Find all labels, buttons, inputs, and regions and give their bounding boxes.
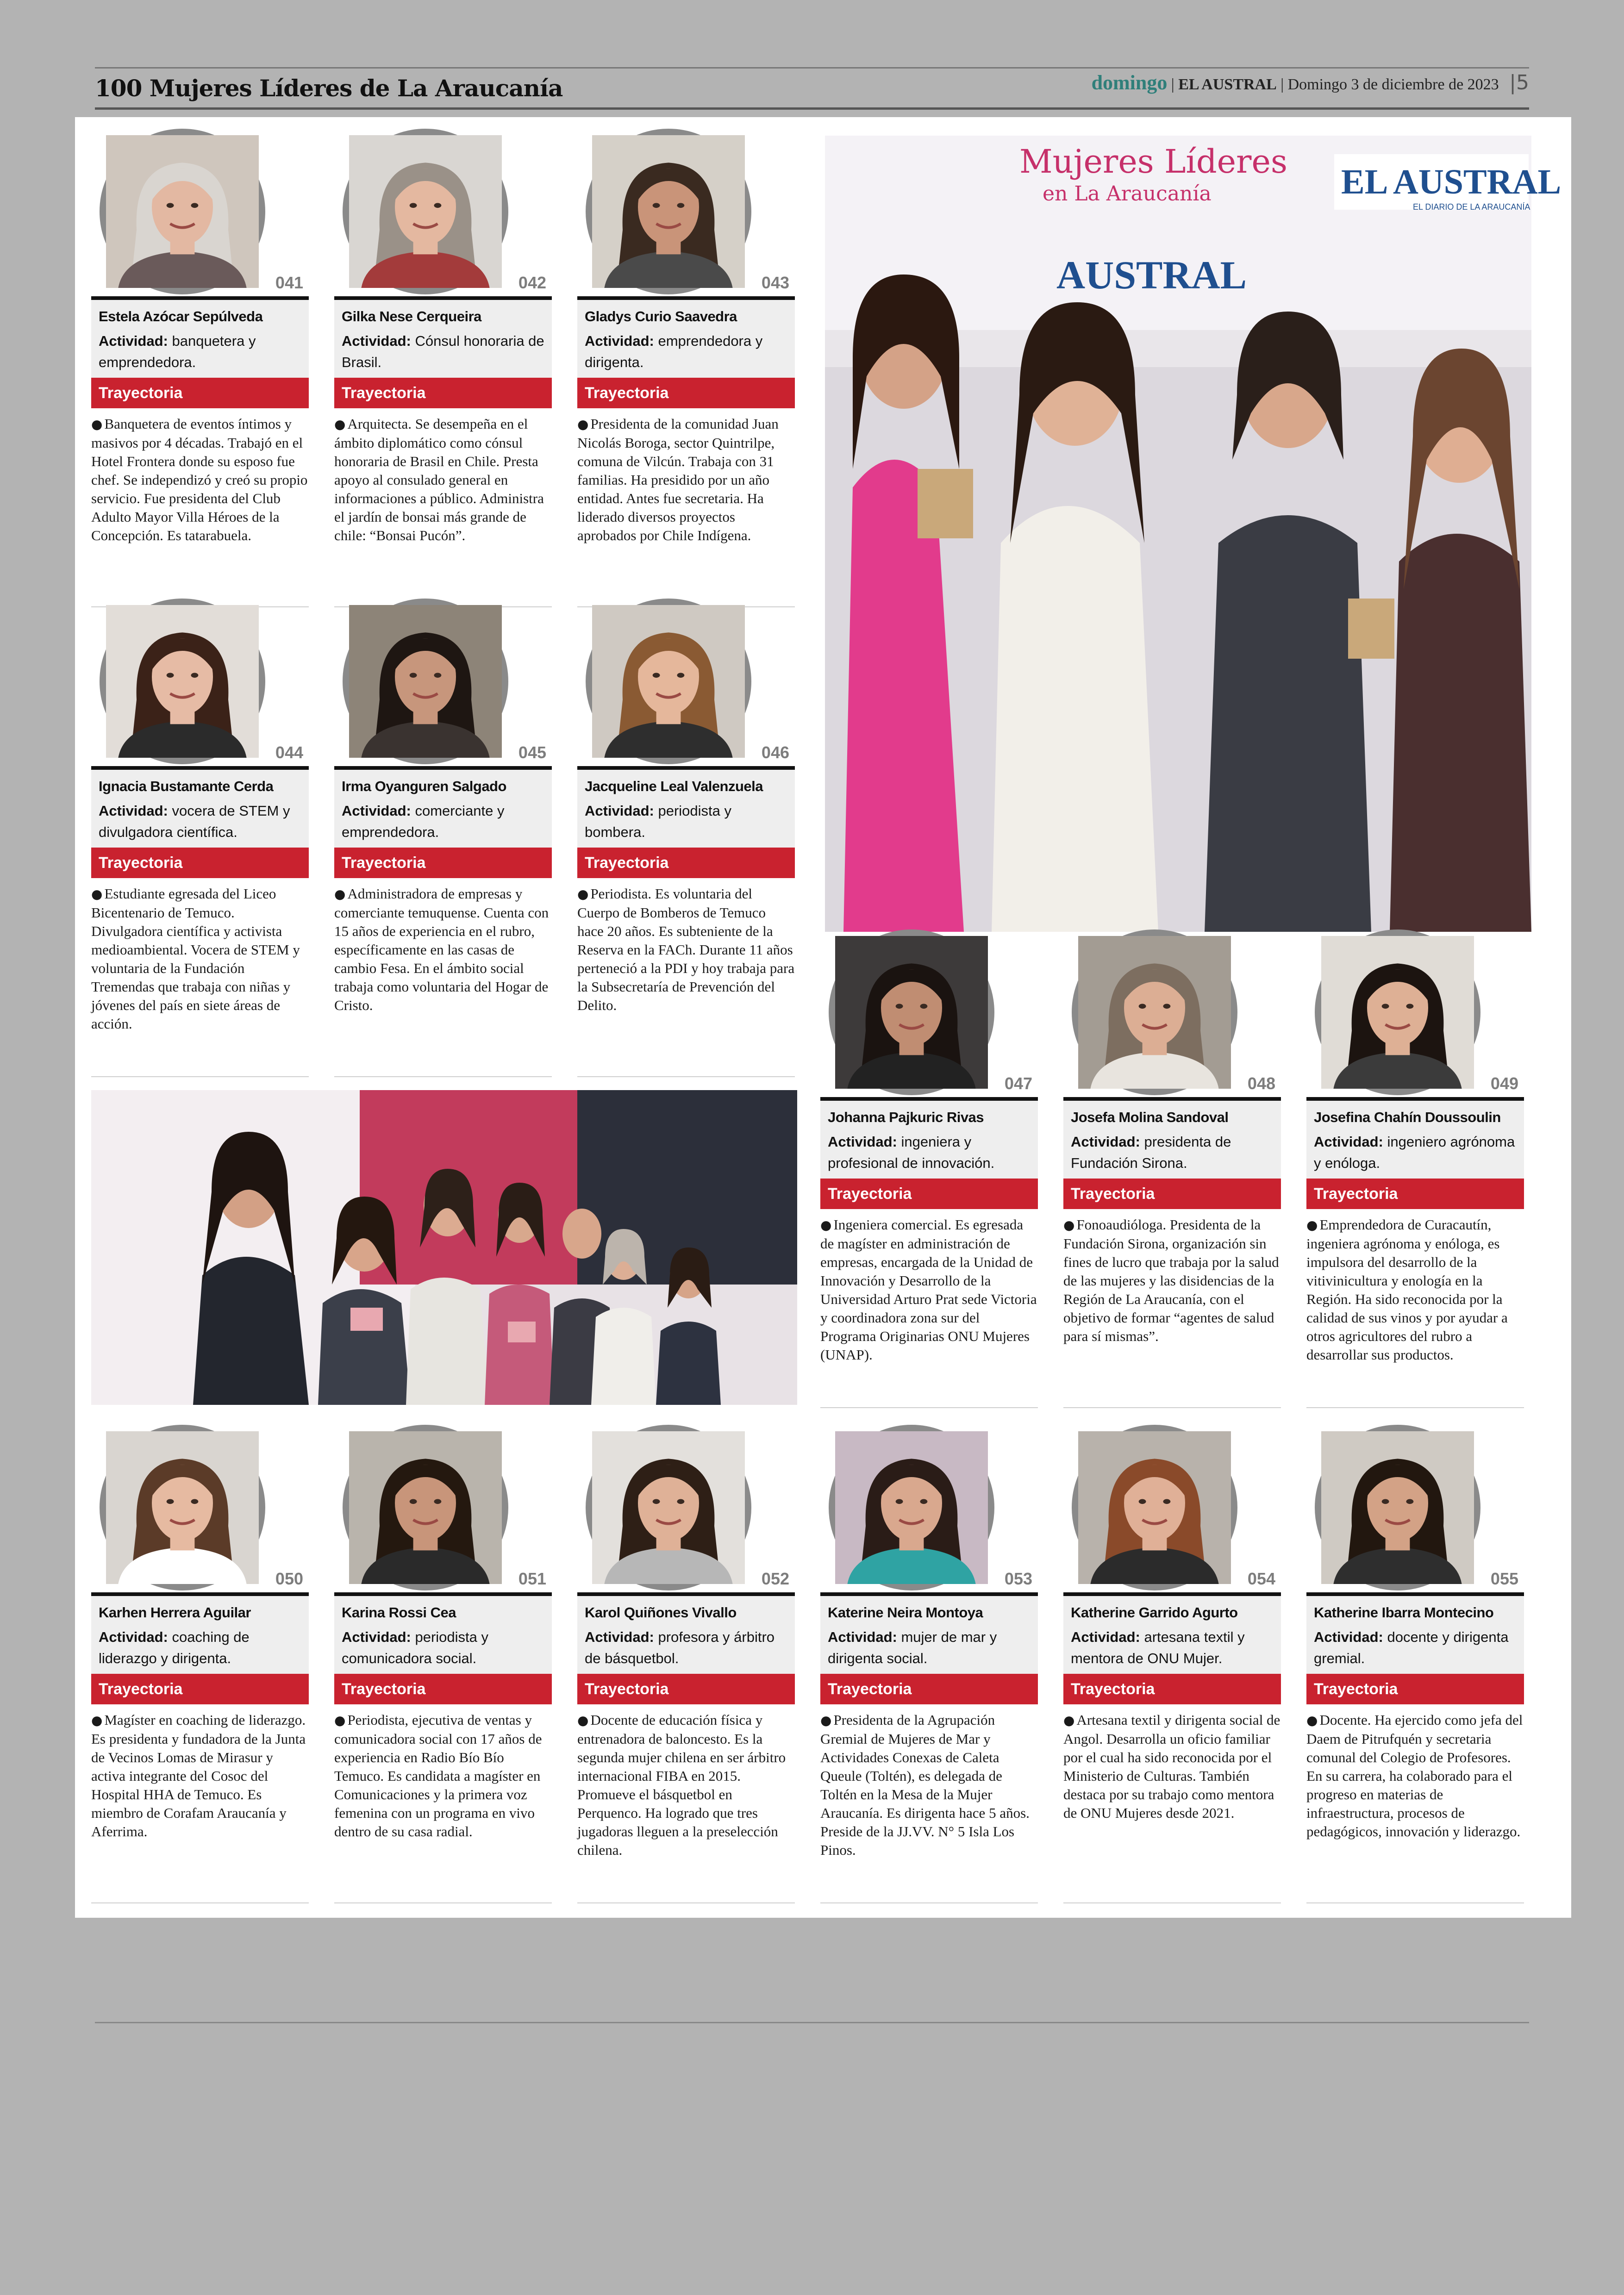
profile-number: 047 [1004, 1074, 1032, 1093]
profile-number: 053 [1004, 1569, 1032, 1588]
profile-bio: ● Artesana textil y dirigenta social de Angol. Desarrolla un oficio familiar por el cual ha sido reconocida por el Ministerio de Culturas. También destaca por su trabajo como mentora de ONU Mujeres desde 2021. [1063, 1711, 1281, 1903]
portrait-photo [100, 1425, 265, 1590]
trajectory-header: Trayectoria [334, 848, 552, 878]
portrait-photo [1072, 929, 1237, 1095]
profile-info-box [577, 296, 795, 381]
profile-number: 048 [1247, 1074, 1275, 1093]
profile-activity: Actividad: ingeniero agrónoma y enóloga. [1314, 1134, 1515, 1171]
profile-card [1306, 929, 1524, 1407]
profile-bio: ● Periodista. Es voluntaria del Cuerpo de Bomberos de Temuco hace 20 años. Es subteniente de la Reserva en la FACh. Durante 11 años perteneció a la PDI y hoy trabaja para la Subsecretaría de Prevención del Delito. [577, 885, 795, 1077]
trajectory-header: Trayectoria [334, 378, 552, 408]
trajectory-header: Trayectoria [820, 1674, 1038, 1704]
backdrop-subtitle: en La Araucanía [1043, 182, 1212, 206]
profile-bio: ● Banquetera de eventos íntimos y masivos por 4 décadas. Trabajó en el Hotel Frontera donde su esposo fue chef. Se independizó y creó su propio servicio. Fue presidenta del Club Adulto Mayor Villa Héroes de la Concepción. Es tatarabuela. [91, 415, 309, 607]
sponsor-logo: EL AUSTRAL [1341, 162, 1562, 201]
profile-bio: ● Presidenta de la comunidad Juan Nicolás Boroga, sector Quintrilpe, comuna de Vilcún. Trabaja con 31 familias. Ha presidido por un año entidad. Antes fue secretaria. Ha liderado diversos proyectos aprobados por Chile Indígena. [577, 415, 795, 607]
separator: | [1280, 76, 1284, 93]
profile-bio: ● Administradora de empresas y comerciante temuquense. Cuenta con 15 años de experiencia en el rubro, específicamente en las casas de cambio Fesa. En el ámbito social trabaja como voluntaria del Hogar de Cristo. [334, 885, 552, 1077]
trajectory-header: Trayectoria [91, 848, 309, 878]
profile-card [334, 1425, 552, 1902]
backdrop-logo: AUSTRAL [1056, 253, 1247, 297]
profile-name: Karhen Herrera Aguilar [99, 1604, 251, 1621]
portrait-photo [100, 129, 265, 294]
portrait-photo [1315, 929, 1480, 1095]
profile-info-box [820, 1592, 1038, 1678]
profile-activity: Actividad: comerciante y emprendedora. [342, 803, 505, 840]
profile-activity: Actividad: banquetera y emprendedora. [99, 333, 256, 370]
svg-text:EL DIARIO DE LA ARAUCANÍA: EL DIARIO DE LA ARAUCANÍA [1413, 202, 1530, 212]
profile-info-box [334, 766, 552, 851]
profile-info-box [334, 296, 552, 381]
profile-info-box [1306, 1097, 1524, 1182]
profile-name: Katherine Garrido Agurto [1071, 1604, 1238, 1621]
trajectory-header: Trayectoria [1063, 1179, 1281, 1209]
profile-name: Josefa Molina Sandoval [1071, 1109, 1229, 1125]
supplement-brand: domingo [1091, 71, 1168, 94]
trajectory-header: Trayectoria [577, 1674, 795, 1704]
profile-activity: Actividad: mujer de mar y dirigenta social. [828, 1629, 997, 1666]
profile-number: 055 [1490, 1569, 1518, 1588]
profile-number: 045 [518, 743, 546, 762]
profile-bio: ● Magíster en coaching de liderazgo. Es presidenta y fundadora de la Junta de Vecinos Lomas de Mirasur y activa integrante del Cosoc del Hospital HHA de Temuco. Es miembro de Corafam Araucanía y Aferrima. [91, 1711, 309, 1903]
profile-card [820, 929, 1038, 1407]
section-title: 100 Mujeres Líderes de La Araucanía [95, 75, 563, 102]
trajectory-header: Trayectoria [91, 1674, 309, 1704]
profile-bio: ● Ingeniera comercial. Es egresada de magíster en administración de empresas, encargada de la Unidad de Innovación y Desarrollo de la Universidad Arturo Prat sede Victoria y coordinadora zona sur del Programa Originarias ONU Mujeres (UNAP). [820, 1216, 1038, 1408]
profile-number: 046 [761, 743, 789, 762]
profile-activity: Actividad: periodista y comunicadora social. [342, 1629, 489, 1666]
profile-activity: Actividad: profesora y árbitro de básquetbol. [585, 1629, 775, 1666]
profile-info-box [91, 296, 309, 381]
profile-name: Ignacia Bustamante Cerda [99, 778, 274, 794]
profile-info-box [820, 1097, 1038, 1182]
portrait-photo [586, 129, 751, 294]
profile-bio: ● Docente. Ha ejercido como jefa del Daem de Pitrufquén y secretaria comunal del Colegio de Profesores. En su carrera, ha colaborado para el progreso en materias de infraestructura, procesos de pedagógicos, innovación y liderazgo. [1306, 1711, 1524, 1903]
portrait-photo [1315, 1425, 1480, 1590]
profile-activity: Actividad: artesana textil y mentora de ONU Mujer. [1071, 1629, 1245, 1666]
profile-info-box [577, 1592, 795, 1678]
profile-bio: ● Presidenta de la Agrupación Gremial de Mujeres de Mar y Actividades Conexas de Caleta Queule (Toltén), es delegada de Toltén en la Mesa de la Mujer Araucanía. Es dirigenta hace 5 años. Preside de la JJ.VV. N° 5 Isla Los Pinos. [820, 1711, 1038, 1903]
profile-activity: Actividad: ingeniera y profesional de innovación. [828, 1134, 995, 1171]
publication-date: Domingo 3 de diciembre de 2023 [1287, 76, 1499, 93]
ceremony-photo-middle [91, 1090, 797, 1405]
trajectory-header: Trayectoria [577, 848, 795, 878]
page-header [95, 69, 1529, 110]
portrait-photo [343, 1425, 508, 1590]
profile-card [91, 1425, 309, 1902]
profile-number: 054 [1247, 1569, 1275, 1588]
profile-card [1063, 1425, 1281, 1902]
portrait-photo [829, 929, 994, 1095]
profile-activity: Actividad: Cónsul honoraria de Brasil. [342, 333, 544, 370]
profile-activity: Actividad: periodista y bombera. [585, 803, 732, 840]
trajectory-header: Trayectoria [334, 1674, 552, 1704]
separator: | [1171, 76, 1174, 93]
profile-number: 052 [761, 1569, 789, 1588]
profile-info-box [1063, 1592, 1281, 1678]
profile-activity: Actividad: presidenta de Fundación Sirona. [1071, 1134, 1231, 1171]
profile-number: 051 [518, 1569, 546, 1588]
profile-bio: ● Estudiante egresada del Liceo Bicentenario de Temuco. Divulgadora científica y activista medioambiental. Vocera de STEM y voluntaria de la Fundación Tremendas que trabaja con niñas y jóvenes del país en siete áreas de acción. [91, 885, 309, 1077]
profile-name: Karol Quiñones Vivallo [585, 1604, 737, 1621]
profile-name: Gilka Nese Cerqueira [342, 308, 481, 324]
profile-card [334, 129, 552, 606]
portrait-photo [586, 599, 751, 764]
newspaper-name: EL AUSTRAL [1178, 76, 1277, 93]
profile-number: 043 [761, 273, 789, 292]
ceremony-photo-top [825, 136, 1562, 932]
footer-rule [95, 2022, 1529, 2023]
profile-activity: Actividad: emprendedora y dirigenta. [585, 333, 763, 370]
publication-info [1092, 69, 1529, 98]
profile-card [334, 599, 552, 1076]
profile-number: 049 [1490, 1074, 1518, 1093]
profile-bio: ● Periodista, ejecutiva de ventas y comunicadora social con 17 años de experiencia en Radio Bío Bío Temuco. Es candidata a magíster en Comunicaciones y la primera voz femenina con un programa en vivo dentro de su casa radial. [334, 1711, 552, 1903]
article-sheet [75, 117, 1571, 1918]
profile-number: 042 [518, 273, 546, 292]
profile-card [1306, 1425, 1524, 1902]
portrait-photo [343, 129, 508, 294]
profile-name: Johanna Pajkuric Rivas [828, 1109, 984, 1125]
profile-info-box [577, 766, 795, 851]
profile-name: Josefina Chahín Doussoulin [1314, 1109, 1501, 1125]
trajectory-header: Trayectoria [1063, 1674, 1281, 1704]
profile-info-box [91, 1592, 309, 1678]
profile-name: Karina Rossi Cea [342, 1604, 456, 1621]
profile-activity: Actividad: docente y dirigenta gremial. [1314, 1629, 1509, 1666]
portrait-photo [586, 1425, 751, 1590]
profile-card [1063, 929, 1281, 1407]
profile-name: Katerine Neira Montoya [828, 1604, 983, 1621]
profile-card [91, 129, 309, 606]
profile-info-box [1063, 1097, 1281, 1182]
profile-info-box [334, 1592, 552, 1678]
trajectory-header: Trayectoria [91, 378, 309, 408]
profile-name: Gladys Curio Saavedra [585, 308, 737, 324]
profile-card [820, 1425, 1038, 1902]
page-number: |5 [1509, 71, 1529, 94]
backdrop-title: Mujeres Líderes [1019, 143, 1287, 181]
profile-bio: ● Docente de educación física y entrenadora de baloncesto. Es la segunda mujer chilena en ser árbitro internacional FIBA en 2015. Promueve el básquetbol en Perquenco. Ha logrado que tres jugadoras lleguen a la preselección chilena. [577, 1711, 795, 1903]
trajectory-header: Trayectoria [577, 378, 795, 408]
profile-name: Estela Azócar Sepúlveda [99, 308, 263, 324]
profile-info-box [91, 766, 309, 851]
profile-number: 044 [275, 743, 303, 762]
trajectory-header: Trayectoria [1306, 1179, 1524, 1209]
trajectory-header: Trayectoria [1306, 1674, 1524, 1704]
profile-bio: ● Emprendedora de Curacautín, ingeniera agrónoma y enóloga, es impulsora del desarrollo de la vitivinicultura y enología en la Región. Ha sido reconocida por la calidad de sus vinos y por ayudar a otros agricultores del rubro a desarrollar sus productos. [1306, 1216, 1524, 1408]
profile-card [91, 599, 309, 1076]
profile-number: 050 [275, 1569, 303, 1588]
profile-bio: ● Fonoaudióloga. Presidenta de la Fundación Sirona, organización sin fines de lucro que trabaja por la salud de las mujeres y las disidencias de la Región de La Araucanía, con el objetivo de formar “agentes de salud para sí mismas”. [1063, 1216, 1281, 1408]
portrait-photo [1072, 1425, 1237, 1590]
profile-number: 041 [275, 273, 303, 292]
trajectory-header: Trayectoria [820, 1179, 1038, 1209]
profile-info-box [1306, 1592, 1524, 1678]
profile-name: Irma Oyanguren Salgado [342, 778, 506, 794]
portrait-photo [100, 599, 265, 764]
profile-card [577, 129, 795, 606]
portrait-photo [829, 1425, 994, 1590]
profile-activity: Actividad: coaching de liderazgo y dirigenta. [99, 1629, 250, 1666]
profile-name: Jacqueline Leal Valenzuela [585, 778, 763, 794]
profile-bio: ● Arquitecta. Se desempeña en el ámbito diplomático como cónsul honoraria de Brasil en Chile. Presta apoyo al consulado general en informaciones a público. Administra el jardín de bonsai más grande de chile: “Bonsai Pucón”. [334, 415, 552, 607]
portrait-photo [343, 599, 508, 764]
profile-card [577, 1425, 795, 1902]
profile-card [577, 599, 795, 1076]
profile-activity: Actividad: vocera de STEM y divulgadora científica. [99, 803, 290, 840]
profile-name: Katherine Ibarra Montecino [1314, 1604, 1494, 1621]
header-top-rule [95, 67, 1529, 69]
